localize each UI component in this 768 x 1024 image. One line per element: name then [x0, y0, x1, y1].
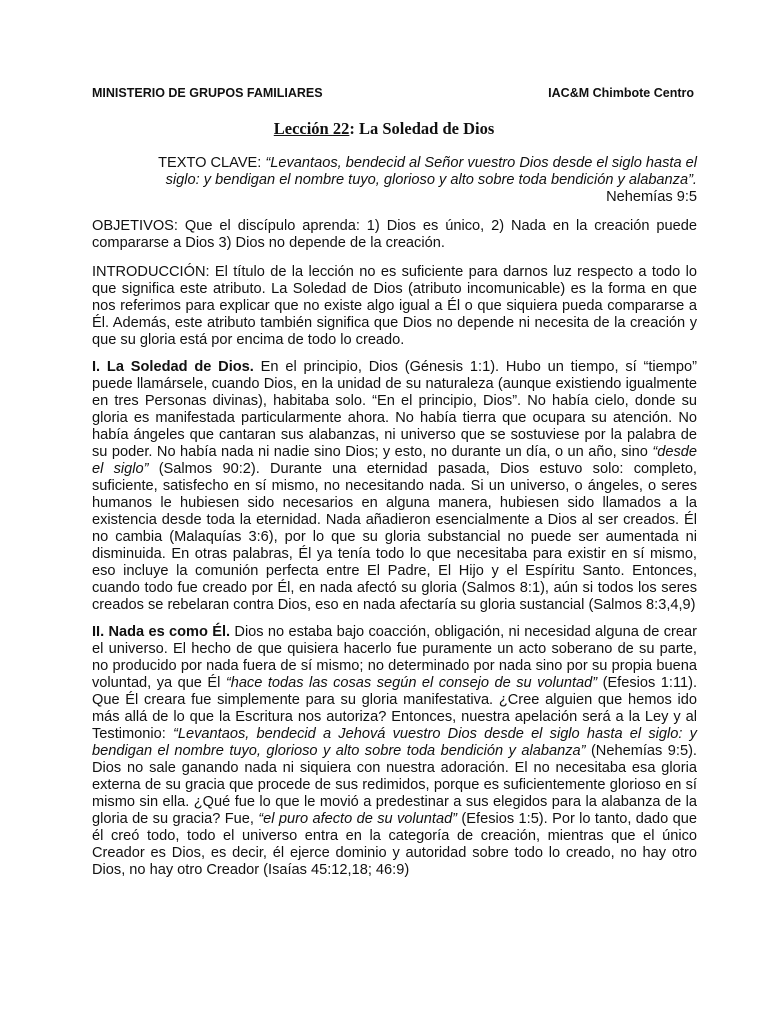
section-2-text-c: (Nehemías 9:5). Dios no sale ganando nada ni siquiera con nuestra adoración. El no necesitaba esa gloria externa de su gracia que procede de sus redimidos, porque es suficientemente glorioso en sí mismo sin ella. ¿Qué fue lo que le movió a predestinar a sus elegidos para la alabanza de la gloria de su gracia? Fue,	[92, 743, 697, 827]
section-2-quote-b: “Levantaos, bendecid a Jehová vuestro Dios desde el siglo hasta el siglo: y bendigan el nombre tuyo, glorioso y alto sobre toda bendición y alabanza”	[92, 726, 697, 759]
section-1-text-b: (Salmos 90:2). Durante una eternidad pasada, Dios estuvo solo: completo, suficiente, satisfecho en sí mismo, no necesitando nada. Si un universo, o ángeles, o seres humanos le hubiesen sido necesarios en alguna manera, hubiesen sido llamados a la existencia desde toda la eternidad. Nada añadieron esencialmente a Dios al ser creados. Él no cambia (Malaquías 3:6), por lo que su gloria substancial no puede ser aumentada ni disminuida. En otras palabras, Él ya tenía todo lo que necesitaba para existir en sí mismo, eso incluye la comunión perfecta entre El Padre, El Hijo y el Espíritu Santo. Entonces, cuando todo fue creado por Él, en nada afectó su gloria (Salmos 8:1), aún si todos los seres creados se rebelaran contra Dios, eso en nada afectaría su gloria sustancial (Salmos 8:3,4,9)	[92, 461, 697, 613]
section-2-text-d: (Efesios 1:5). Por lo tanto, dado que él creó todo, todo el universo entra en la categoría de creación, mientras que el único Creador es Dios, es decir, él ejerce dominio y autoridad sobre todo lo creado, no hay otro Dios, no hay otro Creador (Isaías 45:12,18; 46:9)	[92, 811, 697, 878]
lesson-title-text: La Soledad de Dios	[354, 119, 495, 138]
section-2-quote-c: “el puro afecto de su voluntad”	[258, 811, 458, 827]
section-2-quote-a: “hace todas las cosas según el consejo de su voluntad”	[225, 675, 598, 691]
section-2-paragraph	[92, 624, 697, 879]
section-1-text-a: En el principio, Dios (Génesis 1:1). Hubo un tiempo, sí “tiempo” puede llamársele, cuando Dios, en la unidad de su naturaleza (aunque existiendo igualmente en tres Personas divinas), habitaba solo. “En el principio, Dios”. No había cielo, donde su gloria es manifestada particularmente ahora. No había tierra que ocupara su atención. No había ángeles que cantaran sus alabanzas, ni universo que se sostuviese por la palabra de su poder. No había nada ni nadie sino Dios; y esto, no durante un día, o un año, sino	[92, 359, 698, 460]
page-header	[92, 86, 694, 106]
title-colon: :	[349, 119, 355, 138]
introduction-paragraph: INTRODUCCIÓN: El título de la lección no es suficiente para darnos luz respecto a todo lo que significa este atributo. La Soledad de Dios (atributo incomunicable) es la forma en que nos referimos para explicar que no existe algo igual a Él o que siquiera pueda compararse a Él. Además, este atributo también significa que Dios no depende ni necesita de la creación y que su gloria está por encima de todo lo creado.	[92, 264, 697, 348]
document-body	[92, 155, 697, 891]
church-name: IAC&M Chimbote Centro	[548, 86, 694, 100]
lesson-title	[0, 119, 768, 139]
key-text	[92, 155, 697, 206]
section-1-paragraph	[92, 359, 697, 614]
key-text-quote: “Levantaos, bendecid al Señor vuestro Dios desde el siglo hasta el siglo: y bendigan el nombre tuyo, glorioso y alto sobre toda bendición y alabanza”.	[165, 155, 697, 188]
key-text-reference: Nehemías 9:5	[606, 189, 697, 205]
section-1-quote: “desde el siglo”	[92, 444, 697, 477]
section-2-text-b: (Efesios 1:11). Que Él creara fue simplemente para su gloria manifestativa. ¿Cree alguien que hemos ido más allá de lo que la Escritura nos autoriza? Entonces, nuestra apelación será a la Ley y al Testimonio:	[92, 675, 698, 742]
ministry-name: MINISTERIO DE GRUPOS FAMILIARES	[92, 86, 323, 100]
lesson-number: Lección 22	[273, 119, 350, 138]
section-1-heading: I. La Soledad de Dios.	[92, 359, 254, 375]
objectives-paragraph: OBJETIVOS: Que el discípulo aprenda: 1) Dios es único, 2) Nada en la creación puede compararse a Dios 3) Dios no depende de la creación.	[92, 218, 697, 251]
section-2-heading: II. Nada es como Él.	[92, 624, 231, 640]
section-2-text-a: Dios no estaba bajo coacción, obligación, ni necesidad alguna de crear el universo. El hecho de que quisiera hacerlo fue puramente un acto soberano de su parte, no producido por nada fuera de sí mismo; no determinado por nada sino por su propia buena voluntad, ya que Él	[92, 624, 697, 691]
key-text-label: TEXTO CLAVE:	[158, 155, 266, 171]
